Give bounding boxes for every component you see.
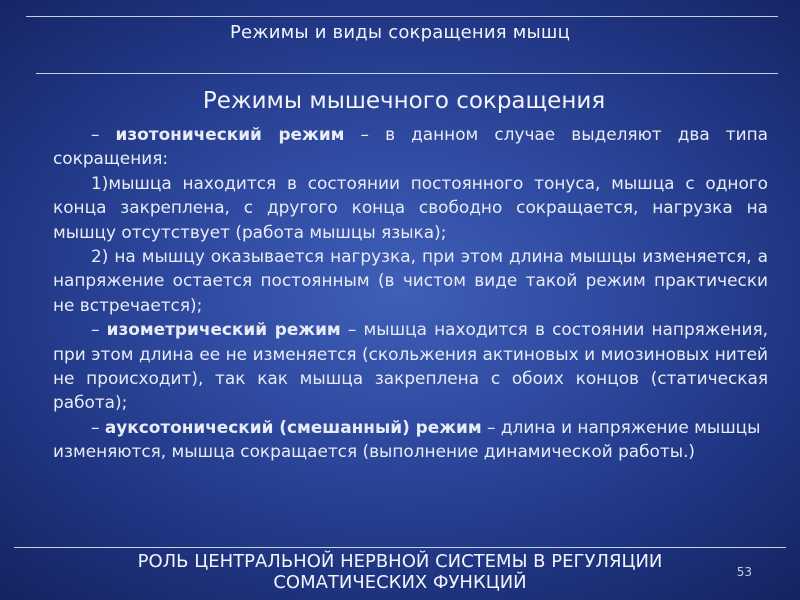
paragraph-auxotonic-lead: – — [91, 416, 105, 437]
paragraph-isotonic-lead: – — [91, 124, 116, 144]
term-isometric: изометрический режим — [106, 319, 341, 340]
term-auxotonic: ауксотонический (смешанный) режим — [104, 416, 482, 437]
header-top-rule — [26, 16, 778, 17]
footer-line-1: РОЛЬ ЦЕНТРАЛЬНОЙ НЕРВНОЙ СИСТЕМЫ В РЕГУЛЯЦИИ — [137, 551, 663, 572]
header-bottom-rule — [36, 73, 778, 74]
footer-top-rule — [14, 547, 786, 548]
term-isotonic: изотонический режим — [115, 124, 345, 144]
paragraph-auxotonic-text: – длина и напряжение мышцы изменяются, мышца сокращается (выполнение динамической работы.) — [53, 416, 761, 462]
slide-body — [53, 122, 768, 464]
paragraph-auxotonic — [53, 415, 768, 464]
content-title: Режимы мышечного сокращения — [202, 88, 606, 114]
footer-line-2: СОМАТИЧЕСКИХ ФУНКЦИЙ — [273, 572, 527, 593]
paragraph-isometric-text: – мышца находится в состоянии напряжения, при этом длина ее не изменяется (скольжения актиновых и миозиновых нитей не происходит), так как мышца закреплена с обоих концов (статическая работа); — [53, 319, 768, 413]
paragraph-type-1: 1)мышца находится в состоянии постоянного тонуса, мышца с одного конца закреплена, с другого конца свободно сокращается, нагрузка на мышцу отсутствует (работа мышцы языка); — [53, 172, 768, 242]
page-number: 53 — [736, 565, 752, 579]
paragraph-isotonic — [53, 122, 768, 171]
paragraph-type-2: 2) на мышцу оказывается нагрузка, при этом длина мышцы изменяется, а напряжение остается постоянным (в чистом виде такой режим практически не встречается); — [53, 246, 768, 315]
paragraph-isotonic-text: – в данном случае выделяют два типа сокращения: — [53, 124, 768, 169]
slide-footer — [0, 551, 800, 593]
paragraph-isometric-lead: – — [91, 319, 107, 340]
paragraph-isometric — [53, 317, 768, 415]
slide-header-title: Режимы и виды сокращения мышц — [229, 22, 571, 43]
